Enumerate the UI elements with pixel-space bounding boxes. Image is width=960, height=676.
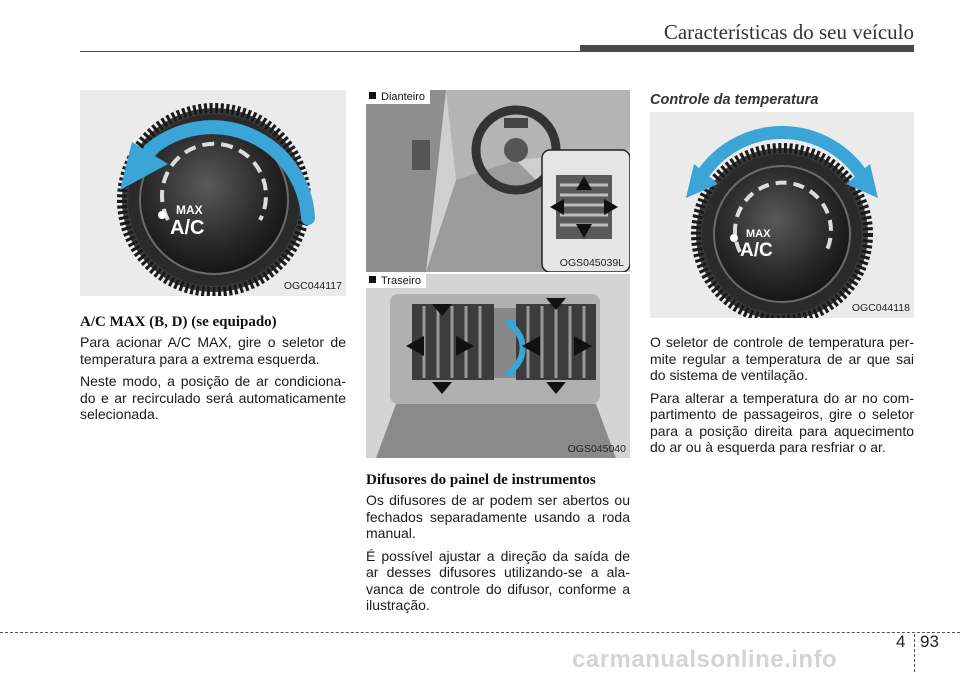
figure-code: OGS045040: [567, 443, 626, 455]
rear-vents-figure: [366, 274, 630, 458]
dashboard-illustration: [366, 90, 630, 272]
figure-code: OGC044118: [851, 302, 910, 314]
knob-ac-label: A/C: [740, 240, 773, 261]
paragraph: Neste modo, a posição de ar condiciona-do e ar recirculado será automaticamente selecionada.: [80, 373, 346, 422]
figure-tag-rear: Traseiro: [366, 274, 426, 288]
figure-code: OGC044117: [283, 280, 342, 292]
page-number-divider: [914, 634, 915, 672]
knob-max-label: MAX: [746, 228, 771, 240]
ac-max-heading: A/C MAX (B, D) (se equipado): [80, 314, 277, 330]
diffusers-heading: Difusores do painel de instrumentos: [366, 472, 596, 488]
figure-tag-front: Dianteiro: [366, 90, 430, 104]
knob-max-label: MAX: [176, 203, 203, 217]
footer-rule: [0, 632, 960, 633]
paragraph: Para alterar a temperatura do ar no com-partimento de passageiros, gire o seletor para a posição direita para aquecimento do ar ou à esquerda para resfriar o ar.: [650, 389, 914, 455]
chapter-number: 4: [896, 632, 906, 651]
rear-console-illustration: [366, 274, 630, 458]
temperature-heading: Controle da temperatura: [650, 92, 819, 108]
temperature-body: [650, 334, 914, 462]
temp-knob-figure: [650, 112, 914, 318]
knob-ac-label: A/C: [170, 217, 205, 239]
paragraph: Os difusores de ar podem ser abertos ou fechados separadamente usando a roda manual.: [366, 492, 630, 541]
front-vents-figure: [366, 90, 630, 272]
header-rule: [80, 51, 580, 52]
paragraph: É possível ajustar a direção da saída de ar desses difusores utilizando-se a ala-vanca de controle do difusor, conforme a ilustração.: [366, 547, 630, 613]
ac-max-knob-figure: [80, 90, 346, 296]
page-number: 93: [920, 632, 939, 651]
temp-knob-illustration: [650, 112, 914, 318]
diffusers-body: [366, 492, 630, 620]
header-bar: [580, 45, 914, 52]
paragraph: Para acionar A/C MAX, gire o seletor de temperatura para a extrema esquerda.: [80, 334, 346, 367]
watermark: carmanualsonline.info: [572, 646, 838, 673]
ac-max-body: [80, 334, 346, 429]
figure-code: OGS045039L: [559, 257, 624, 269]
paragraph: O seletor de controle de temperatura per-mite regular a temperatura de ar que sai do sistema de ventilação.: [650, 334, 914, 383]
page-header-title: Características do seu veículo: [663, 20, 914, 44]
ac-max-knob-illustration: [80, 90, 346, 296]
